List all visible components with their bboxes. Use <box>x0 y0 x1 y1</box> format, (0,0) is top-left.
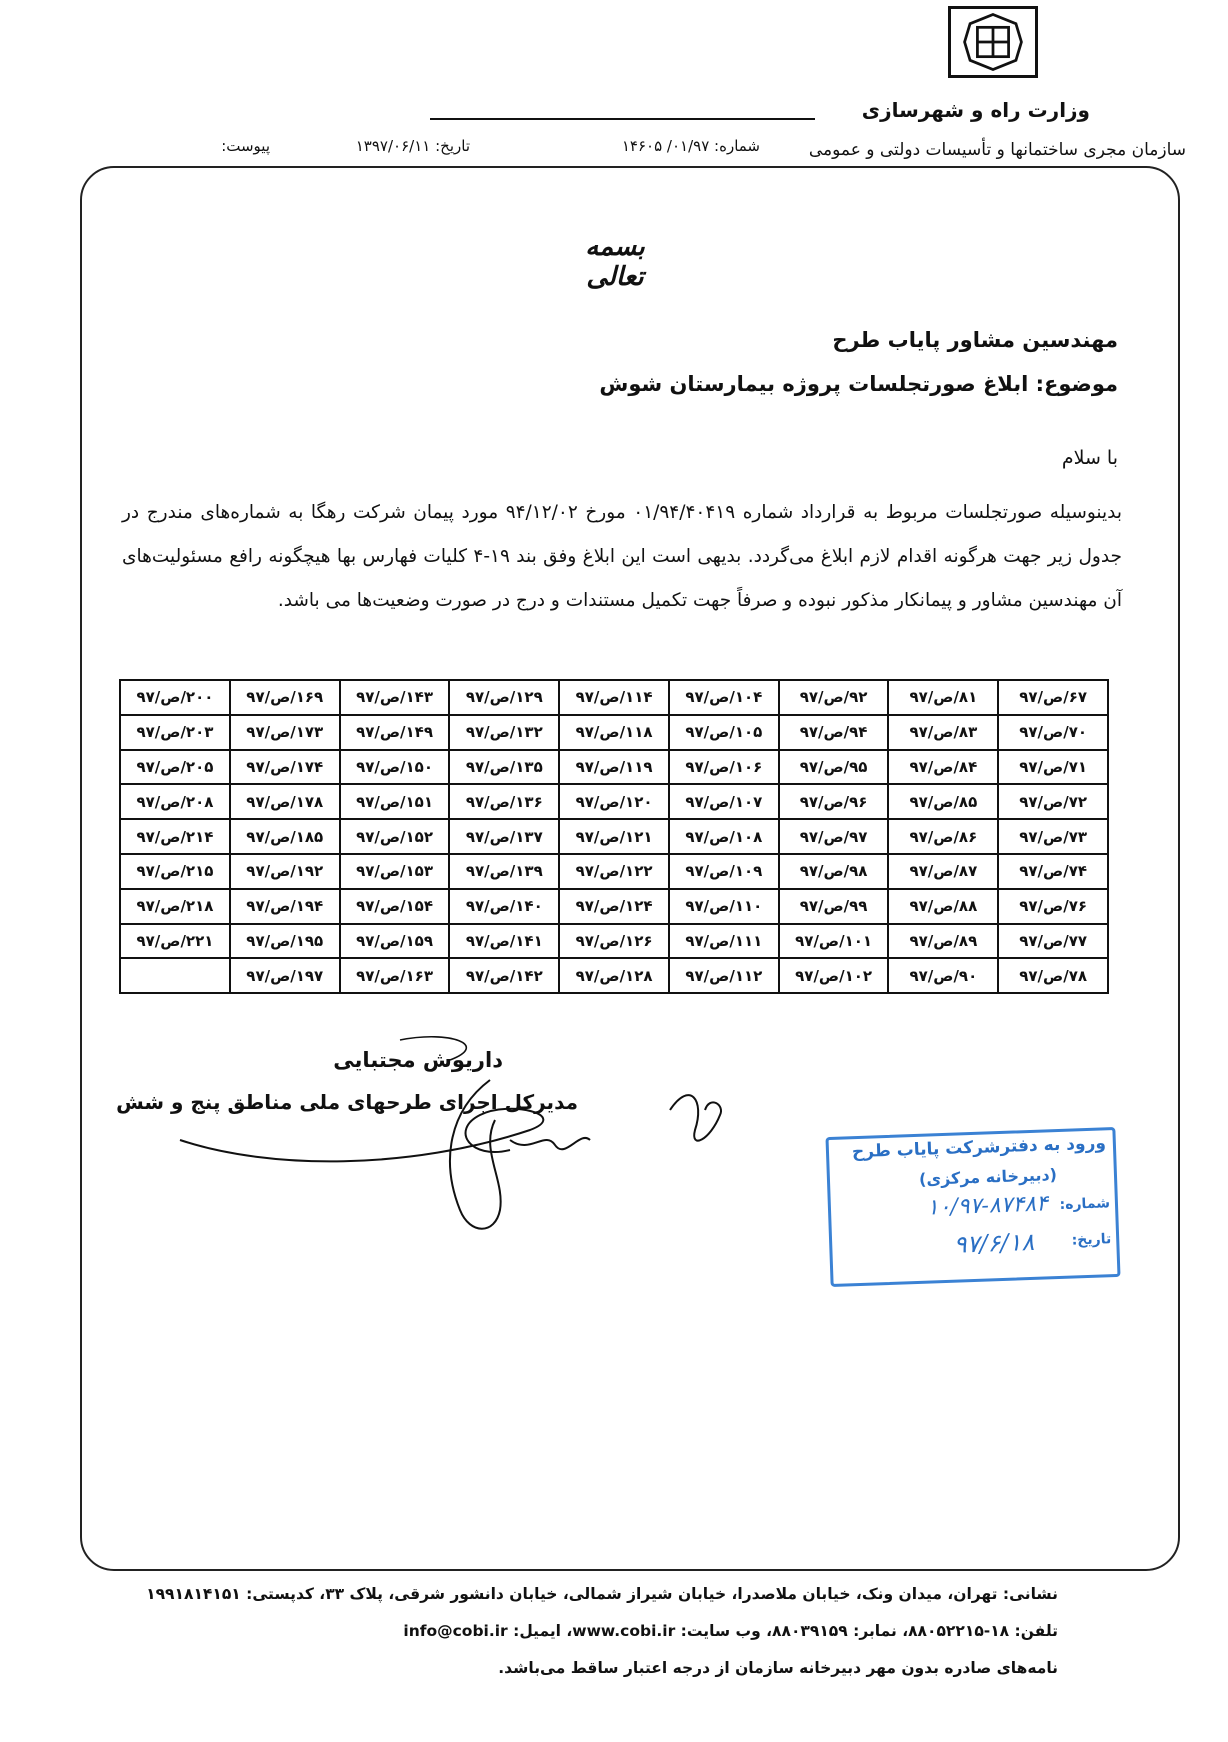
table-cell: ۹۸/ص/۹۷ <box>779 854 889 889</box>
table-cell: ۹۹/ص/۹۷ <box>779 889 889 924</box>
letter-date <box>356 137 470 155</box>
table-cell: ۱۴۹/ص/۹۷ <box>340 715 450 750</box>
table-cell: ۱۱۲/ص/۹۷ <box>669 958 779 993</box>
basmala: بسمه تعالی <box>585 232 645 292</box>
table-cell: ۱۸۵/ص/۹۷ <box>230 819 340 854</box>
signature-stroke-dash <box>400 1037 466 1060</box>
stamp-subtitle: (دبیرخانه مرکزی) <box>918 1165 1058 1189</box>
table-cell: ۱۲۶/ص/۹۷ <box>559 924 669 959</box>
table-cell: ۸۱/ص/۹۷ <box>888 680 998 715</box>
letter-number-label: شماره: <box>714 137 760 155</box>
signature-stroke-initial <box>670 1095 721 1140</box>
table-cell: ۱۱۴/ص/۹۷ <box>559 680 669 715</box>
table-cell: ۱۹۷/ص/۹۷ <box>230 958 340 993</box>
table-cell: ۸۶/ص/۹۷ <box>888 819 998 854</box>
table-cell: ۲۲۱/ص/۹۷ <box>120 924 230 959</box>
table-cell: ۷۳/ص/۹۷ <box>998 819 1108 854</box>
table-cell: ۱۱۱/ص/۹۷ <box>669 924 779 959</box>
letter-body: بدینوسیله صورتجلسات مربوط به قرارداد شماره ۰۱/۹۴/۴۰۴۱۹ مورخ ۹۴/۱۲/۰۲ مورد پیمان شرکت رهگا به شماره‌های مندرج در جدول زیر جهت هرگونه اقدام لازم ابلاغ می‌گردد. بدیهی است این ابلاغ وفق بند ۱۹-۴ کلیات فهارس بها هیچگونه رافع مسئولیت‌های آن مهندسین مشاور و پیمانکار مذکور نبوده و صرفاً جهت تکمیل مستندات و درج در صورت وضعیت‌ها می باشد. <box>122 502 1123 611</box>
table-cell: ۱۳۶/ص/۹۷ <box>449 784 559 819</box>
signature-stroke-main <box>180 1109 543 1162</box>
table-cell: ۹۰/ص/۹۷ <box>888 958 998 993</box>
table-cell: ۱۰۱/ص/۹۷ <box>779 924 889 959</box>
table-cell: ۷۴/ص/۹۷ <box>998 854 1108 889</box>
letter-number-value: ۰۱/۹۷/ ۱۴۶۰۵ <box>621 137 710 155</box>
table-cell: ۱۵۰/ص/۹۷ <box>340 750 450 785</box>
table-cell: ۱۲۰/ص/۹۷ <box>559 784 669 819</box>
stamp-number-value: ۱۰/۹۷-۸۷۴۸۴ <box>926 1191 1049 1221</box>
table-cell: ۹۷/ص/۹۷ <box>779 819 889 854</box>
stamp-date-label: تاریخ: <box>1071 1231 1112 1249</box>
signature-stroke-tail <box>510 1138 590 1149</box>
footer-notice: نامه‌های صادره بدون مهر دبیرخانه سازمان از درجه اعتبار ساقط می‌باشد. <box>498 1659 1058 1677</box>
handwritten-signatures <box>150 1020 800 1280</box>
table-cell: ۷۶/ص/۹۷ <box>998 889 1108 924</box>
table-cell: ۸۴/ص/۹۷ <box>888 750 998 785</box>
table-cell: ۱۳۹/ص/۹۷ <box>449 854 559 889</box>
reference-row <box>190 137 800 163</box>
footer <box>58 1576 1058 1687</box>
table-cell: ۲۰۵/ص/۹۷ <box>120 750 230 785</box>
table-cell: ۱۹۵/ص/۹۷ <box>230 924 340 959</box>
table-row <box>120 784 1108 819</box>
table-cell: ۱۰۵/ص/۹۷ <box>669 715 779 750</box>
table-row <box>120 924 1108 959</box>
table-cell: ۱۵۱/ص/۹۷ <box>340 784 450 819</box>
table-cell: ۱۷۳/ص/۹۷ <box>230 715 340 750</box>
signatory-title: مدیرکل اجرای طرحهای ملی مناطق پنج و شش <box>116 1090 578 1114</box>
table-cell: ۷۱/ص/۹۷ <box>998 750 1108 785</box>
table-cell: ۱۰۹/ص/۹۷ <box>669 854 779 889</box>
table-cell: ۱۵۹/ص/۹۷ <box>340 924 450 959</box>
table-cell: ۱۲۸/ص/۹۷ <box>559 958 669 993</box>
table-row <box>120 715 1108 750</box>
table-cell: ۱۱۹/ص/۹۷ <box>559 750 669 785</box>
stamp-title: ورود به دفترشرکت پایاب طرح <box>851 1133 1107 1163</box>
table-cell: ۸۸/ص/۹۷ <box>888 889 998 924</box>
table-cell: ۹۶/ص/۹۷ <box>779 784 889 819</box>
header-divider <box>430 118 815 120</box>
table-cell: ۱۱۰/ص/۹۷ <box>669 889 779 924</box>
table-cell: ۱۷۴/ص/۹۷ <box>230 750 340 785</box>
table-cell: ۱۰۶/ص/۹۷ <box>669 750 779 785</box>
table-cell: ۱۴۲/ص/۹۷ <box>449 958 559 993</box>
table-cell: ۲۱۴/ص/۹۷ <box>120 819 230 854</box>
table-cell: ۱۰۲/ص/۹۷ <box>779 958 889 993</box>
table-cell: ۱۶۳/ص/۹۷ <box>340 958 450 993</box>
stamp-date-value: ۹۷/۶/۱۸ <box>953 1227 1035 1259</box>
table-cell: ۱۶۹/ص/۹۷ <box>230 680 340 715</box>
table-cell: ۱۳۵/ص/۹۷ <box>449 750 559 785</box>
footer-address: نشانی: تهران، میدان ونک، خیابان ملاصدرا، خیابان شیراز شمالی، خیابان دانشور شرقی، پلاک ۳۳، کدپستی: ۱۹۹۱۸۱۴۱۵۱ <box>146 1585 1058 1603</box>
table-cell: ۲۰۰/ص/۹۷ <box>120 680 230 715</box>
minutes-table-body <box>120 680 1108 993</box>
table-cell: ۱۵۳/ص/۹۷ <box>340 854 450 889</box>
table-cell: ۱۲۹/ص/۹۷ <box>449 680 559 715</box>
table-cell: ۲۰۳/ص/۹۷ <box>120 715 230 750</box>
table-cell: ۷۰/ص/۹۷ <box>998 715 1108 750</box>
logo-emblem-icon <box>951 9 1035 75</box>
table-cell: ۱۹۲/ص/۹۷ <box>230 854 340 889</box>
letter-date-label: تاریخ: <box>435 137 470 155</box>
stamp-number-label: شماره: <box>1059 1195 1111 1213</box>
ministry-logo <box>948 6 1038 78</box>
table-cell: ۹۵/ص/۹۷ <box>779 750 889 785</box>
table-cell: ۱۹۴/ص/۹۷ <box>230 889 340 924</box>
table-row <box>120 819 1108 854</box>
letter-date-value: ۱۳۹۷/۰۶/۱۱ <box>355 137 431 155</box>
table-cell: ۱۲۴/ص/۹۷ <box>559 889 669 924</box>
letter-number <box>622 137 760 155</box>
table-row <box>120 854 1108 889</box>
table-cell: ۱۴۰/ص/۹۷ <box>449 889 559 924</box>
table-cell: ۱۰۷/ص/۹۷ <box>669 784 779 819</box>
signatory-name: داریوش مجتبایی <box>333 1048 503 1072</box>
table-row <box>120 680 1108 715</box>
subject: موضوع: ابلاغ صورتجلسات پروژه بیمارستان شوش <box>599 372 1118 396</box>
table-cell: ۱۰۸/ص/۹۷ <box>669 819 779 854</box>
table-cell: ۸۷/ص/۹۷ <box>888 854 998 889</box>
table-cell: ۲۱۸/ص/۹۷ <box>120 889 230 924</box>
table-cell: ۲۰۸/ص/۹۷ <box>120 784 230 819</box>
table-cell: ۱۴۱/ص/۹۷ <box>449 924 559 959</box>
table-cell: ۱۲۲/ص/۹۷ <box>559 854 669 889</box>
table-cell: ۸۵/ص/۹۷ <box>888 784 998 819</box>
letter-attachment <box>221 137 270 155</box>
table-cell: ۶۷/ص/۹۷ <box>998 680 1108 715</box>
table-row <box>120 958 1108 993</box>
table-cell: ۱۱۸/ص/۹۷ <box>559 715 669 750</box>
recipient: مهندسین مشاور پایاب طرح <box>832 328 1118 352</box>
receipt-stamp <box>825 1127 1120 1287</box>
table-row <box>120 750 1108 785</box>
table-cell: ۱۳۷/ص/۹۷ <box>449 819 559 854</box>
ministry-name: وزارت راه و شهرسازی <box>861 98 1090 122</box>
table-cell: ۸۳/ص/۹۷ <box>888 715 998 750</box>
table-cell: ۱۵۴/ص/۹۷ <box>340 889 450 924</box>
table-cell: ۹۲/ص/۹۷ <box>779 680 889 715</box>
table-cell: ۷۷/ص/۹۷ <box>998 924 1108 959</box>
table-cell: ۹۴/ص/۹۷ <box>779 715 889 750</box>
table-cell: ۱۲۱/ص/۹۷ <box>559 819 669 854</box>
table-cell: ۱۷۸/ص/۹۷ <box>230 784 340 819</box>
table-cell <box>120 958 230 993</box>
organization-name: سازمان مجری ساختمانها و تأسیسات دولتی و عمومی <box>808 140 1186 160</box>
table-cell: ۸۹/ص/۹۷ <box>888 924 998 959</box>
table-row <box>120 889 1108 924</box>
table-cell: ۱۰۴/ص/۹۷ <box>669 680 779 715</box>
letter-attachment-label: پیوست: <box>221 137 270 155</box>
table-cell: ۷۲/ص/۹۷ <box>998 784 1108 819</box>
minutes-table <box>119 679 1109 994</box>
footer-contact: تلفن: ۱۸-۸۸۰۵۲۲۱۵، نمابر: ۸۸۰۳۹۱۵۹، وب سایت: www.cobi.ir، ایمیل: info@cobi.ir <box>403 1622 1058 1640</box>
table-cell: ۷۸/ص/۹۷ <box>998 958 1108 993</box>
signature-stroke-loop <box>450 1080 501 1229</box>
table-cell: ۱۴۳/ص/۹۷ <box>340 680 450 715</box>
table-cell: ۱۵۲/ص/۹۷ <box>340 819 450 854</box>
salutation: با سلام <box>1061 447 1118 469</box>
table-cell: ۲۱۵/ص/۹۷ <box>120 854 230 889</box>
table-cell: ۱۳۲/ص/۹۷ <box>449 715 559 750</box>
